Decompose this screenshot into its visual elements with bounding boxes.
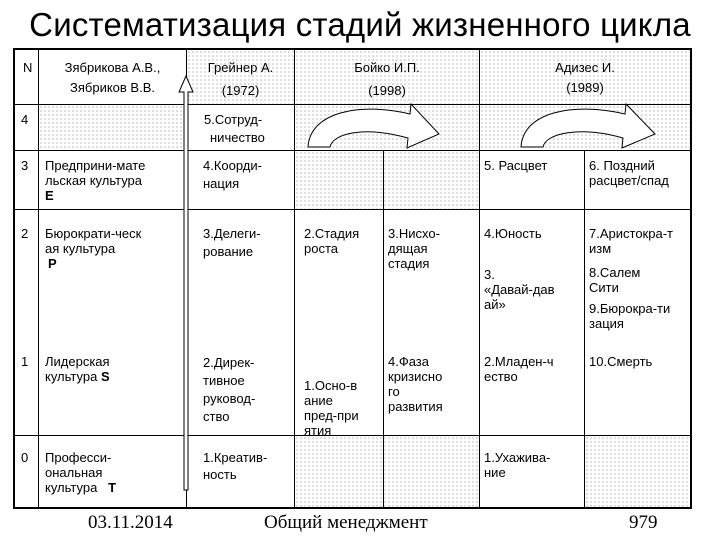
row1-n: 1 xyxy=(21,354,29,369)
row2-n: 2 xyxy=(21,226,29,241)
header-adizes-year: (1989) xyxy=(566,80,604,95)
row2-adizes-a2-line2: «Давай-дав xyxy=(484,282,555,297)
row1-greiner-line4: ство xyxy=(203,409,230,424)
row4-greiner-line2: ничество xyxy=(210,130,265,145)
header-zyabrikov-line1: Зябрикова А.В., xyxy=(64,60,161,75)
row0-n: 0 xyxy=(21,450,29,465)
footer-subject: Общий менеджмент xyxy=(264,512,428,533)
header-boyko-year: (1998) xyxy=(368,83,406,98)
row2-adizes-b3-line1: 9.Бюрокра-ти xyxy=(589,301,671,316)
row2-zyabrikov-line1: Бюрократи-ческ xyxy=(45,226,142,241)
row0-adizes-a-line1: 1.Ухажива- xyxy=(484,450,551,465)
row1-zyabrikov-word: культура xyxy=(45,369,98,384)
lifecycle-table xyxy=(13,48,692,509)
row0-zyabrikov-line2: ональная xyxy=(45,465,103,480)
row1-boyko-b-line4: развития xyxy=(388,399,443,414)
row2-adizes-a2-line1: 3. xyxy=(484,267,495,282)
row0-zyabrikov-word: культура xyxy=(45,480,98,495)
curved-arrow-icon xyxy=(521,104,655,148)
header-zyabrikov-line2: Зябриков В.В. xyxy=(70,80,155,95)
header-boyko-name: Бойко И.П. xyxy=(354,60,420,75)
up-arrow-icon xyxy=(179,76,193,490)
header-greiner-name: Грейнер А. xyxy=(207,60,274,75)
row1-greiner-line3: руковод- xyxy=(203,391,256,406)
row1-adizes-b: 10.Смерть xyxy=(589,354,653,369)
row2-adizes-a2-line3: ай» xyxy=(484,297,506,312)
row1-boyko-a-line4: ятия xyxy=(304,423,332,438)
row1-culture-letter: S xyxy=(100,369,110,384)
row2-adizes-b2-line1: 8.Салем xyxy=(589,265,641,280)
row2-adizes-b-line2: изм xyxy=(589,241,612,256)
row3-n: 3 xyxy=(21,158,29,173)
row0-greiner-line2: ность xyxy=(203,467,237,482)
row1-greiner-line1: 2.Дирек- xyxy=(203,355,255,370)
row2-culture-letter: Р xyxy=(48,256,57,271)
row2-boyko-b-line1: 3.Нисхо- xyxy=(388,226,440,241)
row3-adizes-b-line1: 6. Поздний xyxy=(589,158,655,173)
header-greiner-year: (1972) xyxy=(221,83,260,98)
row0-culture-letter: Т xyxy=(108,480,117,495)
row4-greiner-line1: 5.Сотруд- xyxy=(204,112,263,127)
row3-greiner-line1: 4.Коорди- xyxy=(203,158,262,173)
row4-n: 4 xyxy=(21,112,29,127)
arrows-overlay xyxy=(15,50,690,507)
row2-boyko-a-line2: роста xyxy=(304,241,338,256)
row2-adizes-b2-line2: Сити xyxy=(589,280,619,295)
row3-zyabrikov-line1: Предприни-мате xyxy=(45,158,146,173)
row2-boyko-a-line1: 2.Стадия xyxy=(304,226,360,241)
row2-adizes-b3-line2: зация xyxy=(589,316,624,331)
row1-boyko-a-line1: 1.Осно-в xyxy=(304,378,358,393)
footer-date: 03.11.2014 xyxy=(88,512,173,533)
row2-adizes-a: 4.Юность xyxy=(484,226,542,241)
row2-boyko-b-line3: стадия xyxy=(388,256,430,271)
row2-adizes-b-line1: 7.Аристокра-т xyxy=(589,226,673,241)
row0-greiner-line1: 1.Креатив- xyxy=(203,450,268,465)
row1-boyko-a-line3: пред-при xyxy=(304,408,359,423)
row1-boyko-b-line1: 4.Фаза xyxy=(388,354,429,369)
header-n: N xyxy=(23,60,33,75)
row2-zyabrikov-line2: ая культура xyxy=(45,241,116,256)
curved-arrow-icon xyxy=(308,104,439,148)
row1-adizes-a-line2: ество xyxy=(484,369,518,384)
header-adizes-name: Адизес И. xyxy=(555,60,615,75)
row1-adizes-a-line1: 2.Младен-ч xyxy=(484,354,554,369)
row1-boyko-b-line2: кризисно xyxy=(388,369,443,384)
slide-title: Систематизация стадий жизненного цикла xyxy=(29,6,691,43)
row0-zyabrikov-line1: Професси- xyxy=(45,450,112,465)
row2-greiner-line2: рование xyxy=(203,244,254,259)
row3-greiner-line2: нация xyxy=(203,176,240,191)
row2-boyko-b-line2: дящая xyxy=(388,241,428,256)
row2-greiner-line1: 3.Делеги- xyxy=(203,226,261,241)
footer-page-number: 979 xyxy=(629,512,658,533)
row3-adizes-a: 5. Расцвет xyxy=(484,158,548,173)
row1-boyko-a-line2: ание xyxy=(304,393,333,408)
row3-zyabrikov-line2: льская культура xyxy=(45,173,143,188)
row1-zyabrikov-line1: Лидерская xyxy=(45,354,110,369)
row1-greiner-line2: тивное xyxy=(203,373,245,388)
row3-culture-letter: Е xyxy=(45,188,54,203)
row1-boyko-b-line3: го xyxy=(388,384,400,399)
row0-adizes-a-line2: ние xyxy=(484,465,506,480)
row3-adizes-b-line2: расцвет/спад xyxy=(589,173,669,188)
